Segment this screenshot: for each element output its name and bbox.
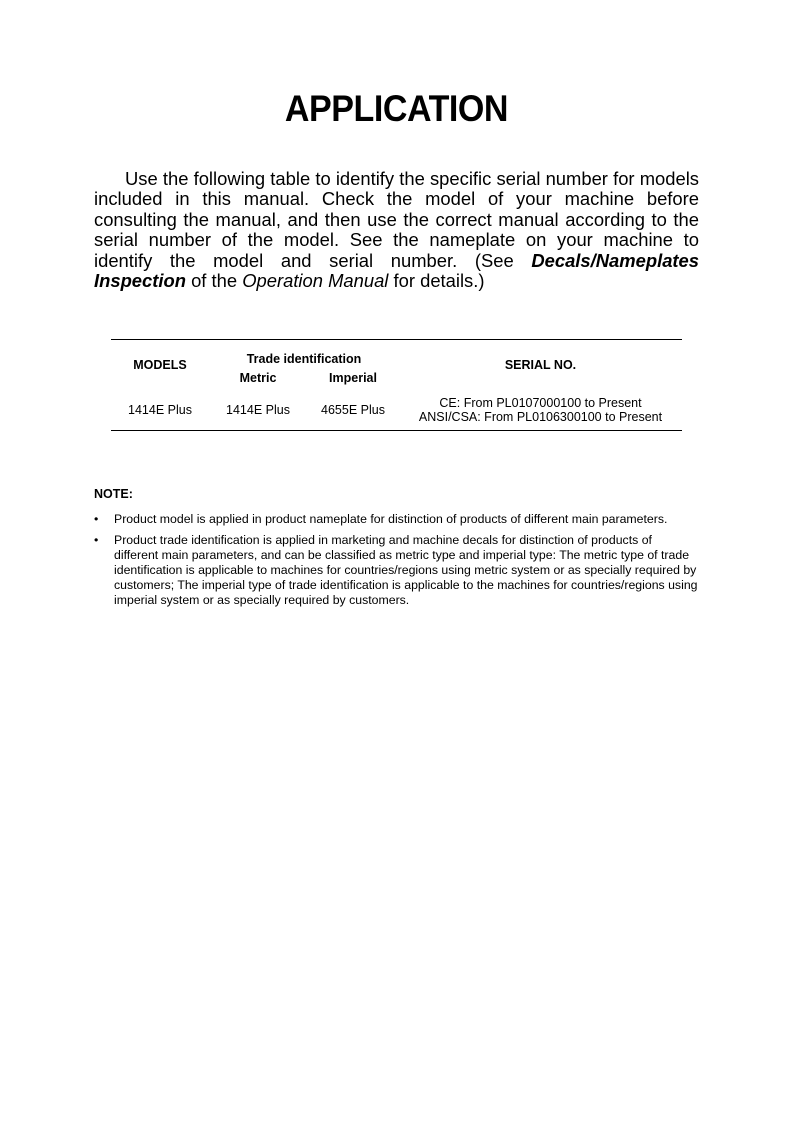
intro-text-of-the: of the xyxy=(185,270,243,292)
cell-model: 1414E Plus xyxy=(128,403,192,417)
header-serial-no: SERIAL NO. xyxy=(504,358,577,372)
list-item xyxy=(94,512,698,527)
bullet-icon: • xyxy=(94,512,99,526)
header-metric: Metric xyxy=(239,371,277,385)
serial-ce: CE: From PL0107000100 to Present xyxy=(439,396,642,410)
note-heading: NOTE: xyxy=(94,487,133,501)
header-trade-identification: Trade identification xyxy=(246,352,362,366)
intro-text: Use the following table to identify the specific serial number for models included in this manual. Check the model of your machine before consulting the manual, and then use the correct manual according to the serial number of the model. See the nameplate on your machine to identify the model and serial number. (See xyxy=(94,168,699,271)
page-title: APPLICATION xyxy=(284,88,509,129)
note-item-text: Product model is applied in product nameplate for distinction of products of different main parameters. xyxy=(114,512,668,526)
cell-imperial: 4655E Plus xyxy=(321,403,385,417)
cell-serial xyxy=(399,390,682,430)
serial-number-table xyxy=(111,339,682,431)
bullet-icon: • xyxy=(94,533,99,547)
decals-nameplates-inspection-reference: Decals/Nameplates Inspection xyxy=(94,249,699,292)
intro-text-end: for details.) xyxy=(388,270,485,292)
note-item-text: Product trade identification is applied in marketing and machine decals for distinction of products of different main parameters, and can be classified as metric type and imperial type: The metric type of trade identification is applicable to machines for countries/regions using metric system or as specially required by customers; The imperial type of trade identification is applicable to the machines for countries/regions using imperial system or as specially required by customers. xyxy=(114,533,698,607)
list-item xyxy=(94,533,698,608)
table-row xyxy=(111,390,682,430)
intro-paragraph xyxy=(94,169,699,291)
header-models: MODELS xyxy=(133,358,187,372)
operation-manual-reference: Operation Manual xyxy=(242,270,389,292)
cell-metric: 1414E Plus xyxy=(226,403,290,417)
header-imperial: Imperial xyxy=(329,371,377,385)
serial-ansi-csa: ANSI/CSA: From PL0106300100 to Present xyxy=(418,410,663,424)
notes-list xyxy=(94,512,698,614)
